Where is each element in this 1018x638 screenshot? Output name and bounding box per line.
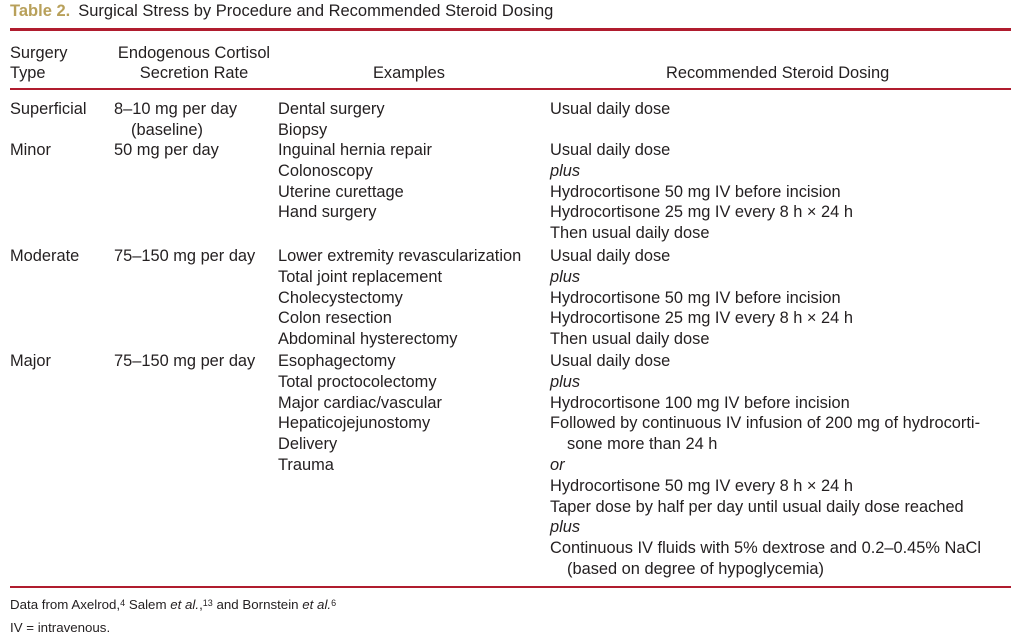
examples-cell: Inguinal hernia repair Colonoscopy Uterine curettage Hand surgery [278, 141, 432, 222]
dosing-cell: Usual daily dose plus Hydrocortisone 50 mg IV before incision Hydrocortisone 25 mg IV every 8 h × 24 h Then usual daily dose [550, 247, 853, 349]
source-footnote: Data from Axelrod,$^4$ Salem et al.,$^{13}$ and Bornstein et al.$^6$ [10, 597, 337, 612]
reference-marker: 6 [331, 598, 337, 608]
surgery-type-cell: Superficial [10, 100, 87, 118]
abbreviation-footnote: IV = intravenous. [10, 620, 111, 635]
bottom-rule [10, 586, 1011, 588]
header-surgery-type: Surgery Type [10, 44, 68, 82]
reference-marker: 4 [120, 598, 126, 608]
dosing-cell: Usual daily dose [550, 100, 671, 118]
surgery-type-cell: Moderate [10, 247, 80, 265]
secretion-rate-cell: 75–150 mg per day [114, 352, 256, 370]
table-title: Surgical Stress by Procedure and Recommended Steroid Dosing [78, 2, 554, 20]
header-secretion-rate: Endogenous Cortisol Secretion Rate [117, 44, 271, 82]
examples-cell: Lower extremity revascularization Total joint replacement Cholecystectomy Colon resection Abdominal hysterectomy [278, 247, 522, 349]
secretion-rate-cell: 75–150 mg per day [114, 247, 256, 265]
header-rule [10, 88, 1011, 90]
reference-marker: 13 [202, 598, 213, 608]
table-caption [10, 1, 553, 21]
header-examples: Examples [373, 64, 445, 82]
header-dosing: Recommended Steroid Dosing [666, 64, 890, 82]
top-rule [10, 28, 1011, 31]
dosing-cell: Usual daily dose plus Hydrocortisone 50 mg IV before incision Hydrocortisone 25 mg IV every 8 h × 24 h Then usual daily dose [550, 141, 853, 243]
surgery-type-cell: Major [10, 352, 51, 370]
secretion-rate-cell: 8–10 mg per day (baseline) [114, 100, 238, 139]
table-label: Table 2. [10, 2, 71, 20]
examples-cell: Dental surgery Biopsy [278, 100, 385, 139]
secretion-rate-cell: 50 mg per day [114, 141, 219, 159]
surgery-type-cell: Minor [10, 141, 51, 159]
examples-cell: Esophagectomy Total proctocolectomy Major cardiac/vascular Hepaticojejunostomy Delivery Trauma [278, 352, 442, 474]
dosing-cell: Usual daily dose plus Hydrocortisone 100 mg IV before incision Followed by continuous IV infusion of 200 mg of hydrocorti- sone more than 24 h or Hydrocortisone 50 mg IV every 8 h × 24 h Taper dose by half per day until usual daily dose reached plus Continuous IV fluids with 5% dextrose and 0.2–0.45% NaCl (based on degree of hypoglycemia) [550, 352, 981, 578]
